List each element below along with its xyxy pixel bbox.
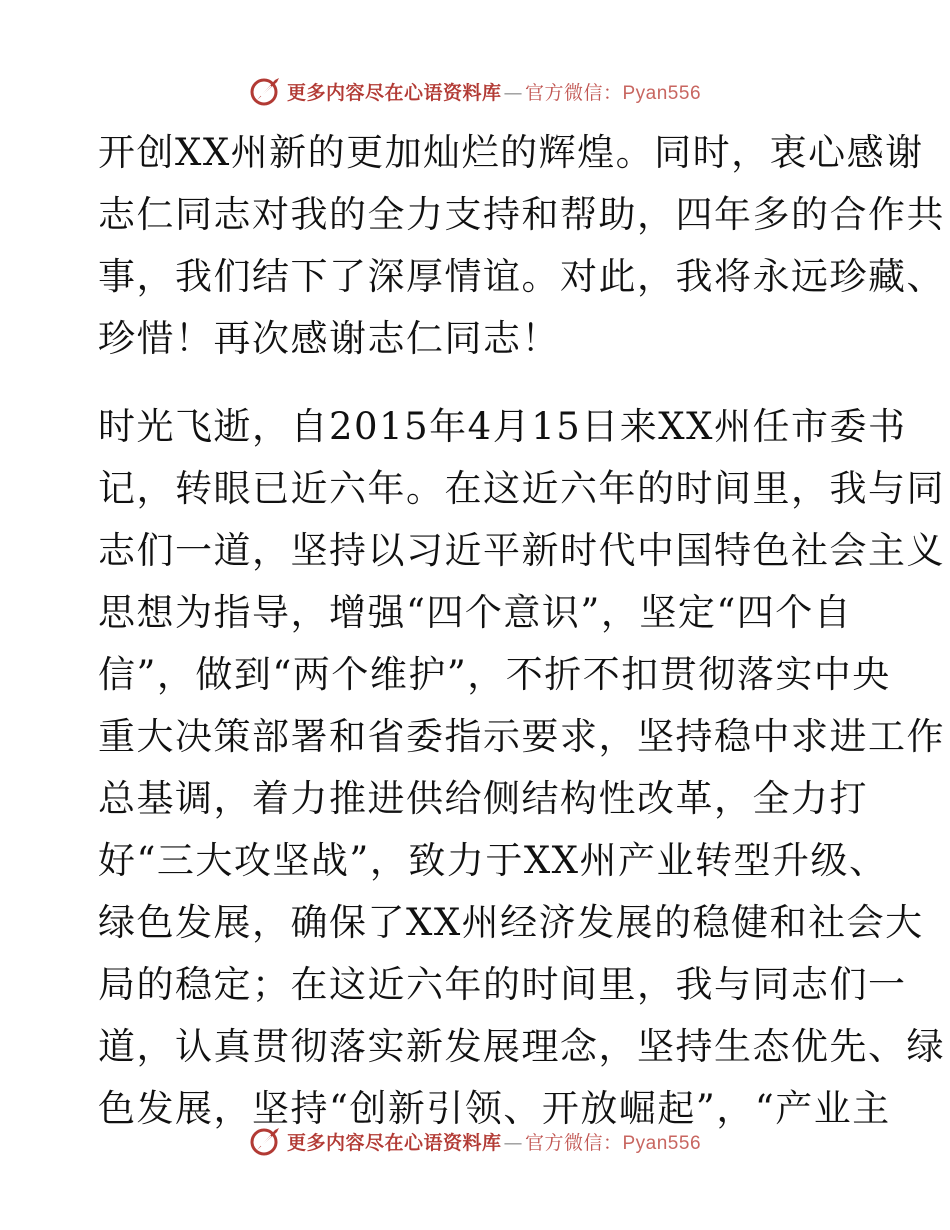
header-banner-wechat-id: Pyan556 — [622, 82, 702, 104]
footer-banner-separator: — — [503, 1131, 523, 1154]
text-line: 重大决策部署和省委指示要求，坚持稳中求进工作 — [98, 715, 945, 758]
footer-banner — [0, 1121, 950, 1161]
paragraph-1 — [98, 122, 945, 370]
footer-banner-main: 更多内容尽在心语资料库 — [286, 1131, 502, 1154]
text-line: 总基调，着力推进供给侧结构性改革，全力打 — [98, 777, 868, 820]
text-line: 局的稳定；在这近六年的时间里，我与同志们一 — [98, 963, 907, 1006]
text-line: 记，转眼已近六年。在这近六年的时间里，我与同 — [98, 467, 945, 510]
text-line: 好“三大攻坚战”，致力于XX州产业转型升级、 — [98, 839, 888, 882]
paragraph-2 — [98, 396, 945, 1140]
document-body — [98, 122, 945, 1140]
text-line: 信”，做到“两个维护”，不折不扣贯彻落实中央 — [98, 653, 891, 696]
feather-pen-logo-icon — [249, 1124, 283, 1158]
text-line: 色发展，坚持“创新引领、开放崛起”，“产业主 — [98, 1087, 891, 1130]
text-line: 珍惜！再次感谢志仁同志！ — [98, 317, 560, 360]
footer-banner-wechat-label: 官方微信： — [524, 1131, 623, 1154]
text-line: 思想为指导，增强“四个意识”，坚定“四个自 — [98, 591, 853, 634]
paragraph-spacer — [98, 370, 858, 396]
text-line: 绿色发展，确保了XX州经济发展的稳健和社会大 — [98, 901, 924, 944]
feather-pen-logo-icon — [249, 74, 283, 108]
footer-banner-wechat-id: Pyan556 — [622, 1132, 702, 1154]
text-line: 时光飞逝，自2015年4月15日来XX州任市委书 — [98, 405, 907, 448]
header-banner-main: 更多内容尽在心语资料库 — [286, 81, 502, 104]
text-line: 道，认真贯彻落实新发展理念，坚持生态优先、绿 — [98, 1025, 945, 1068]
header-banner — [0, 71, 950, 111]
text-line: 志们一道，坚持以习近平新时代中国特色社会主义 — [98, 529, 945, 572]
footer-banner-text — [287, 1128, 701, 1155]
text-line: 事，我们结下了深厚情谊。对此，我将永远珍藏、 — [98, 255, 945, 298]
header-banner-separator: — — [503, 81, 523, 104]
header-banner-wechat-label: 官方微信： — [524, 81, 623, 104]
text-line: 志仁同志对我的全力支持和帮助，四年多的合作共 — [98, 193, 945, 236]
header-banner-text — [287, 78, 701, 105]
text-line: 开创XX州新的更加灿烂的辉煌。同时，衷心感谢 — [98, 131, 924, 174]
